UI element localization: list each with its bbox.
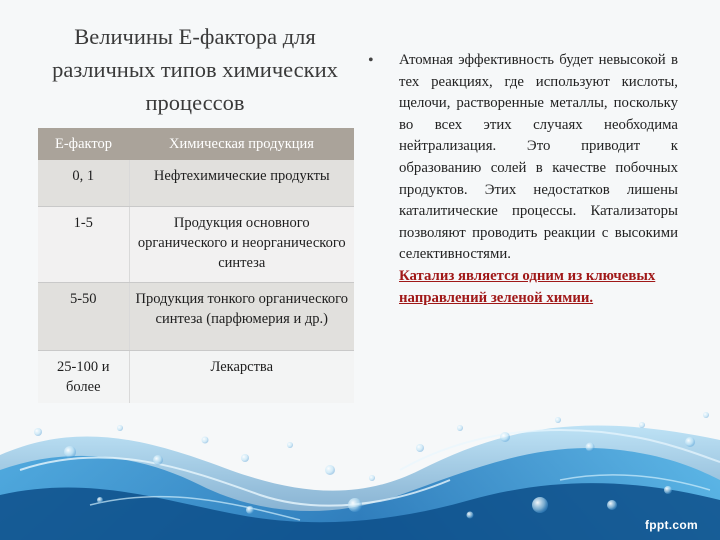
watermark-logo: fppt.com bbox=[644, 518, 698, 532]
product-name: Лекарства bbox=[210, 358, 274, 375]
product-name: Продукция тонкого органического синтеза (парфюмерия и др.) bbox=[129, 282, 354, 350]
e-factor-value: 0, 1 bbox=[38, 160, 129, 206]
table-row bbox=[38, 350, 354, 403]
product-name: Нефтехимические продукты bbox=[129, 160, 354, 206]
header-e-factor: Е-фактор bbox=[38, 128, 129, 160]
product-name: Продукция основного органического и неорганического синтеза bbox=[129, 206, 354, 282]
table-header-row bbox=[38, 128, 354, 160]
table-row bbox=[38, 160, 354, 206]
bullet-paragraph: Атомная эффективность будет невысокой в тех реакциях, где используют кислоты, щелочи, растворенные металлы, поскольку во всех этих случаях необходима нейтрализация. Это приводит к образованию солей в качестве побочных продуктов. Этих недостатков лишены каталитические процессы. Катализаторы позволяют проводить реакции с высокими селективностями. bbox=[399, 52, 678, 263]
slide-title: Величины Е-фактора для различных типов химических процессов bbox=[52, 24, 338, 115]
header-chemical-product: Химическая продукция bbox=[129, 128, 354, 160]
e-factor-table bbox=[38, 128, 354, 403]
e-factor-value: 1-5 bbox=[38, 206, 129, 282]
bullet-marker: • bbox=[368, 52, 374, 69]
bullet-list bbox=[368, 50, 678, 309]
e-factor-value: 25-100 и более bbox=[38, 350, 129, 403]
e-factor-value: 5-50 bbox=[38, 282, 129, 350]
table-row bbox=[38, 206, 354, 282]
table-row bbox=[38, 282, 354, 350]
highlight-statement: Катализ является одним из ключевых направлений зеленой химии. bbox=[399, 267, 656, 306]
